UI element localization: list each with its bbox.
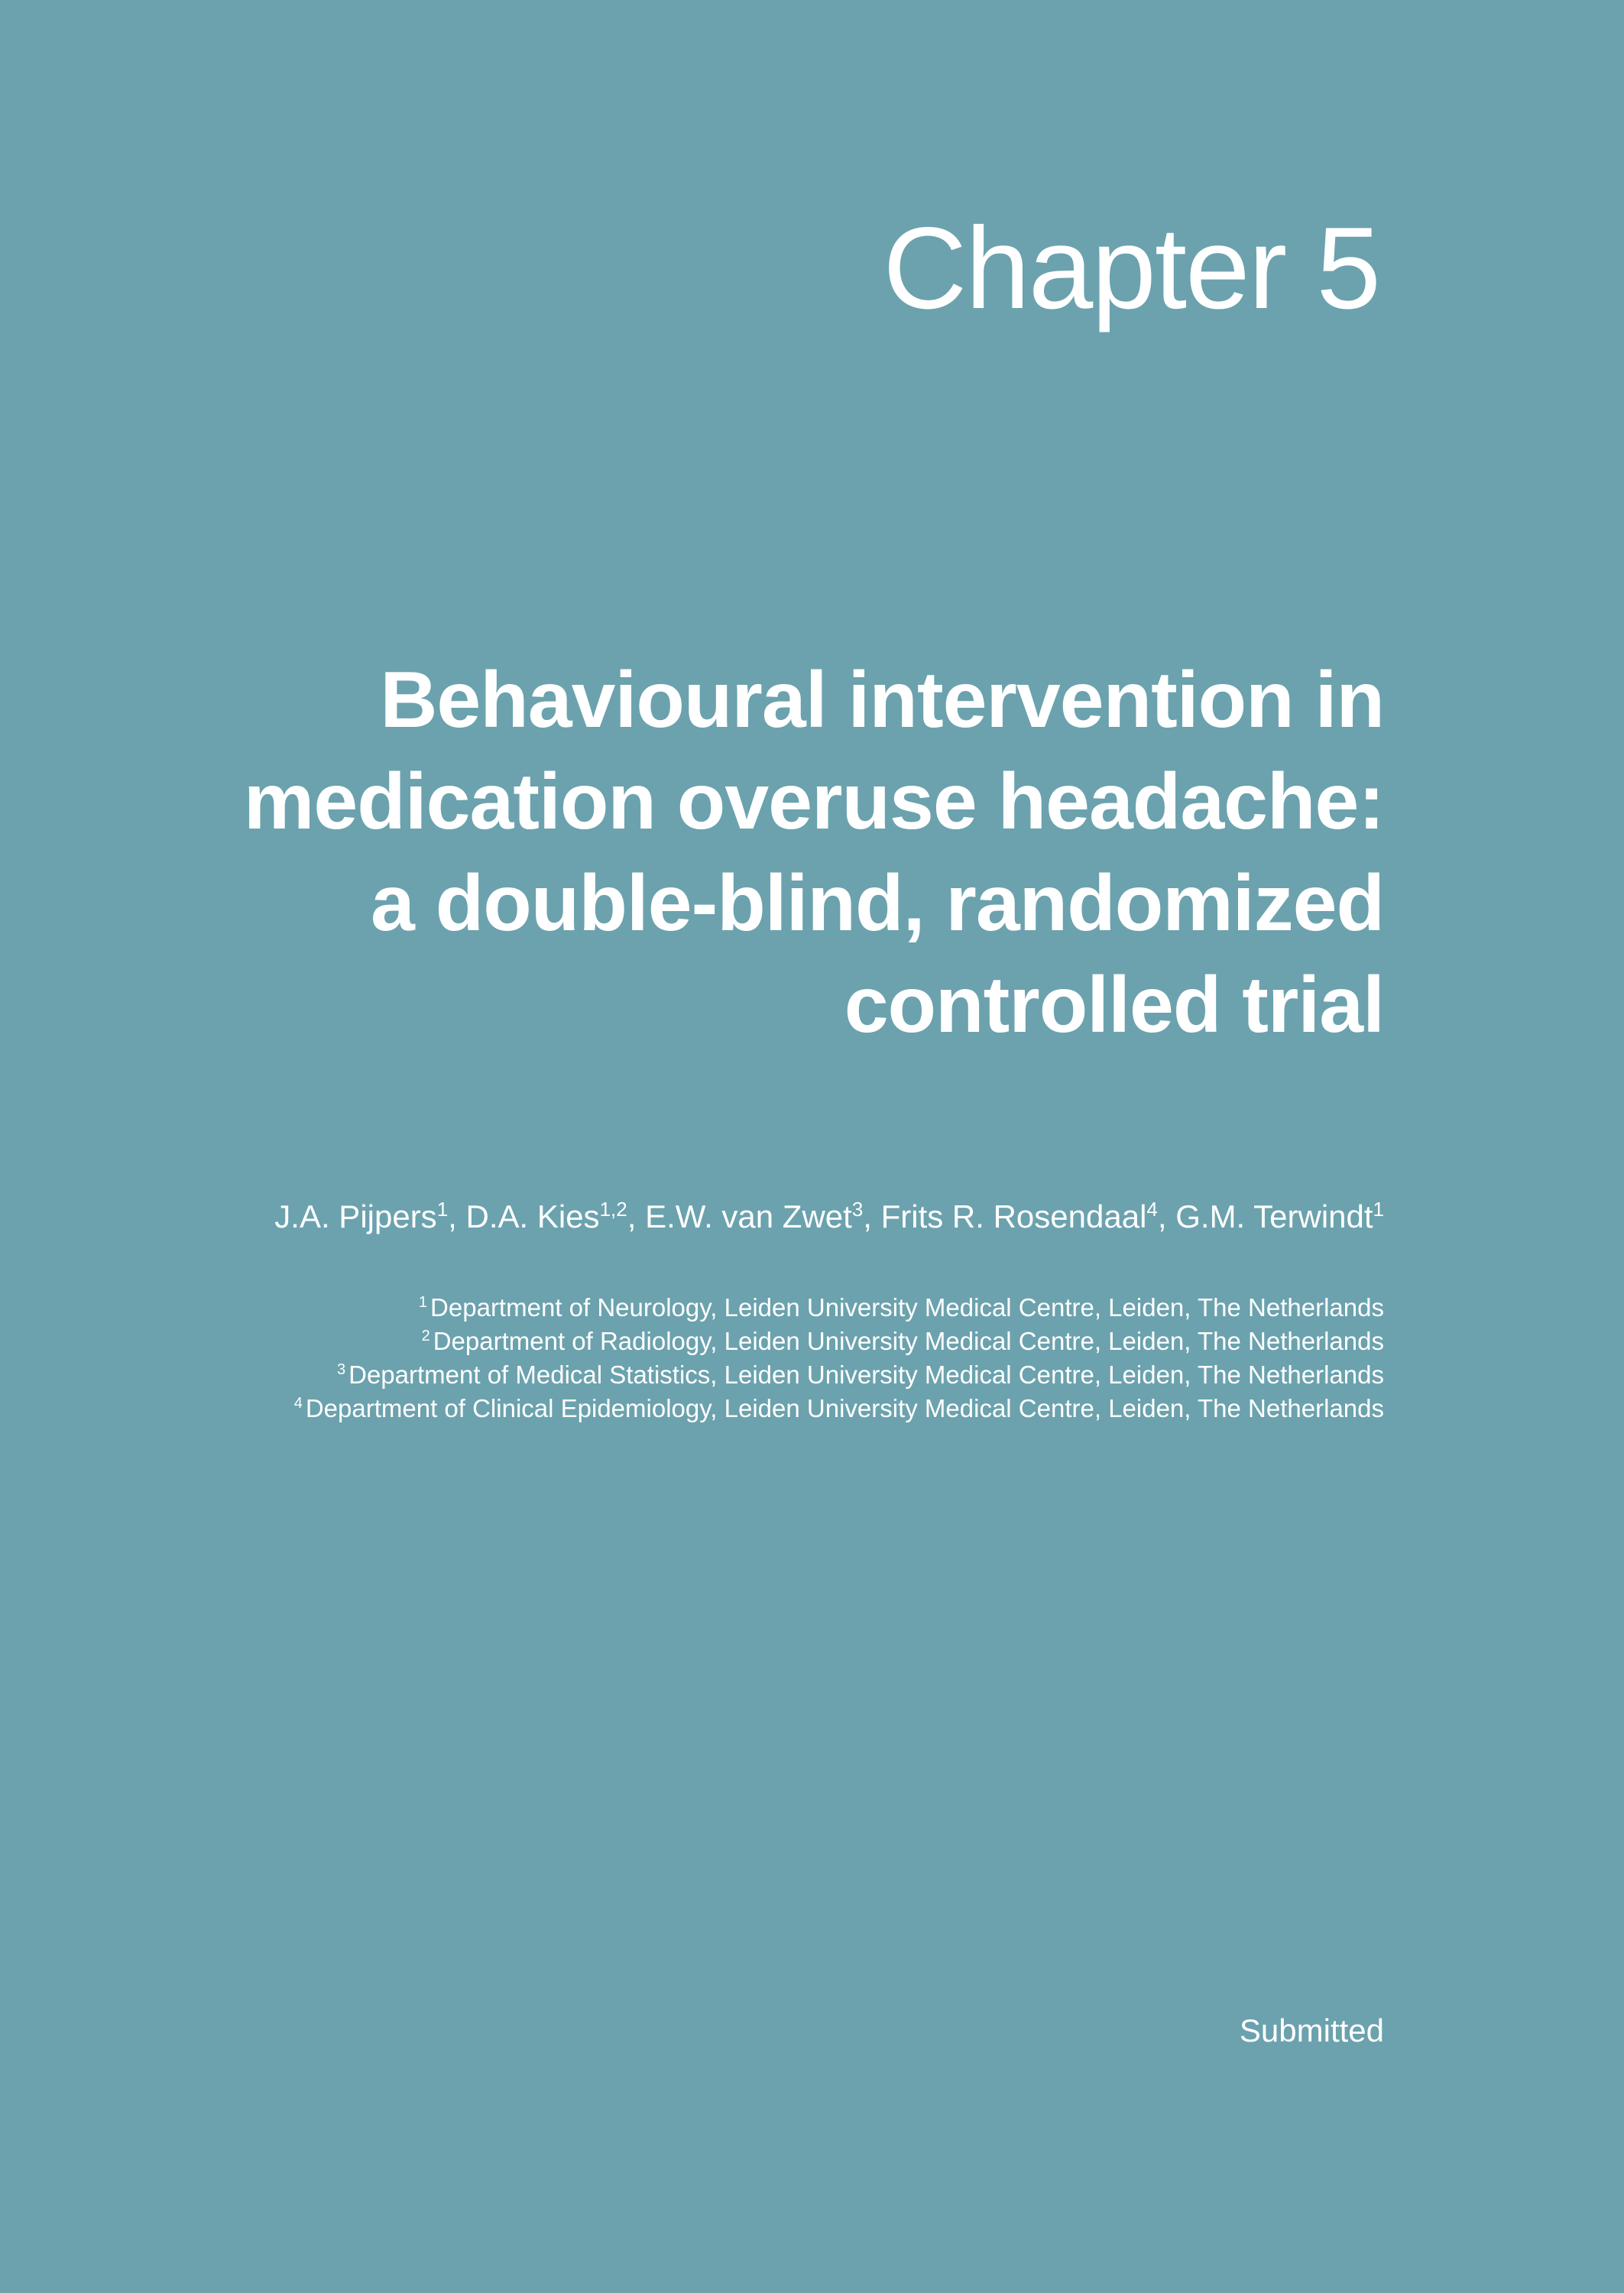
publication-status: Submitted (1239, 2012, 1384, 2048)
affiliation-item (85, 1291, 1384, 1325)
affiliation-text: Department of Radiology, Leiden University Medical Centre, Leiden, The Netherlands (433, 1327, 1384, 1355)
title-line: medication overuse headache: (243, 757, 1384, 846)
affiliation-text: Department of Medical Statistics, Leiden University Medical Centre, Leiden, The Netherlands (348, 1361, 1384, 1389)
title-line: a double-blind, randomized (371, 859, 1384, 948)
author-separator: , (627, 1198, 646, 1234)
author-name: J.A. Pijpers (274, 1198, 437, 1234)
author-name: D.A. Kies (465, 1198, 600, 1234)
title-line: controlled trial (844, 961, 1384, 1049)
affiliation-number: 2 (421, 1328, 430, 1344)
affiliation-text: Department of Clinical Epidemiology, Leiden University Medical Centre, Leiden, The Netherlands (305, 1394, 1384, 1422)
article-title (238, 650, 1384, 1056)
author-name: Frits R. Rosendaal (880, 1198, 1147, 1234)
author-separator: , (1157, 1198, 1176, 1234)
author-separator: , (448, 1198, 466, 1234)
affiliation-item (85, 1358, 1384, 1392)
author-name: E.W. van Zwet (645, 1198, 852, 1234)
affiliation-list (85, 1291, 1384, 1425)
affiliation-item (85, 1325, 1384, 1358)
author-affiliation-mark: 4 (1146, 1198, 1158, 1221)
affiliation-number: 1 (418, 1294, 428, 1311)
affiliation-number: 4 (293, 1395, 303, 1412)
affiliation-text: Department of Neurology, Leiden University Medical Centre, Leiden, The Netherlands (430, 1293, 1384, 1322)
author-affiliation-mark: 1 (1373, 1198, 1384, 1221)
author-name: G.M. Terwindt (1175, 1198, 1373, 1234)
affiliation-number: 3 (336, 1361, 346, 1378)
author-separator: , (863, 1198, 881, 1234)
affiliation-item (85, 1392, 1384, 1425)
chapter-heading: Chapter 5 (883, 203, 1379, 333)
author-affiliation-mark: 1,2 (599, 1198, 627, 1221)
author-affiliation-mark: 3 (851, 1198, 864, 1221)
author-list (85, 1198, 1384, 1236)
author-affiliation-mark: 1 (436, 1198, 449, 1221)
title-line: Behavioural intervention in (380, 656, 1384, 744)
